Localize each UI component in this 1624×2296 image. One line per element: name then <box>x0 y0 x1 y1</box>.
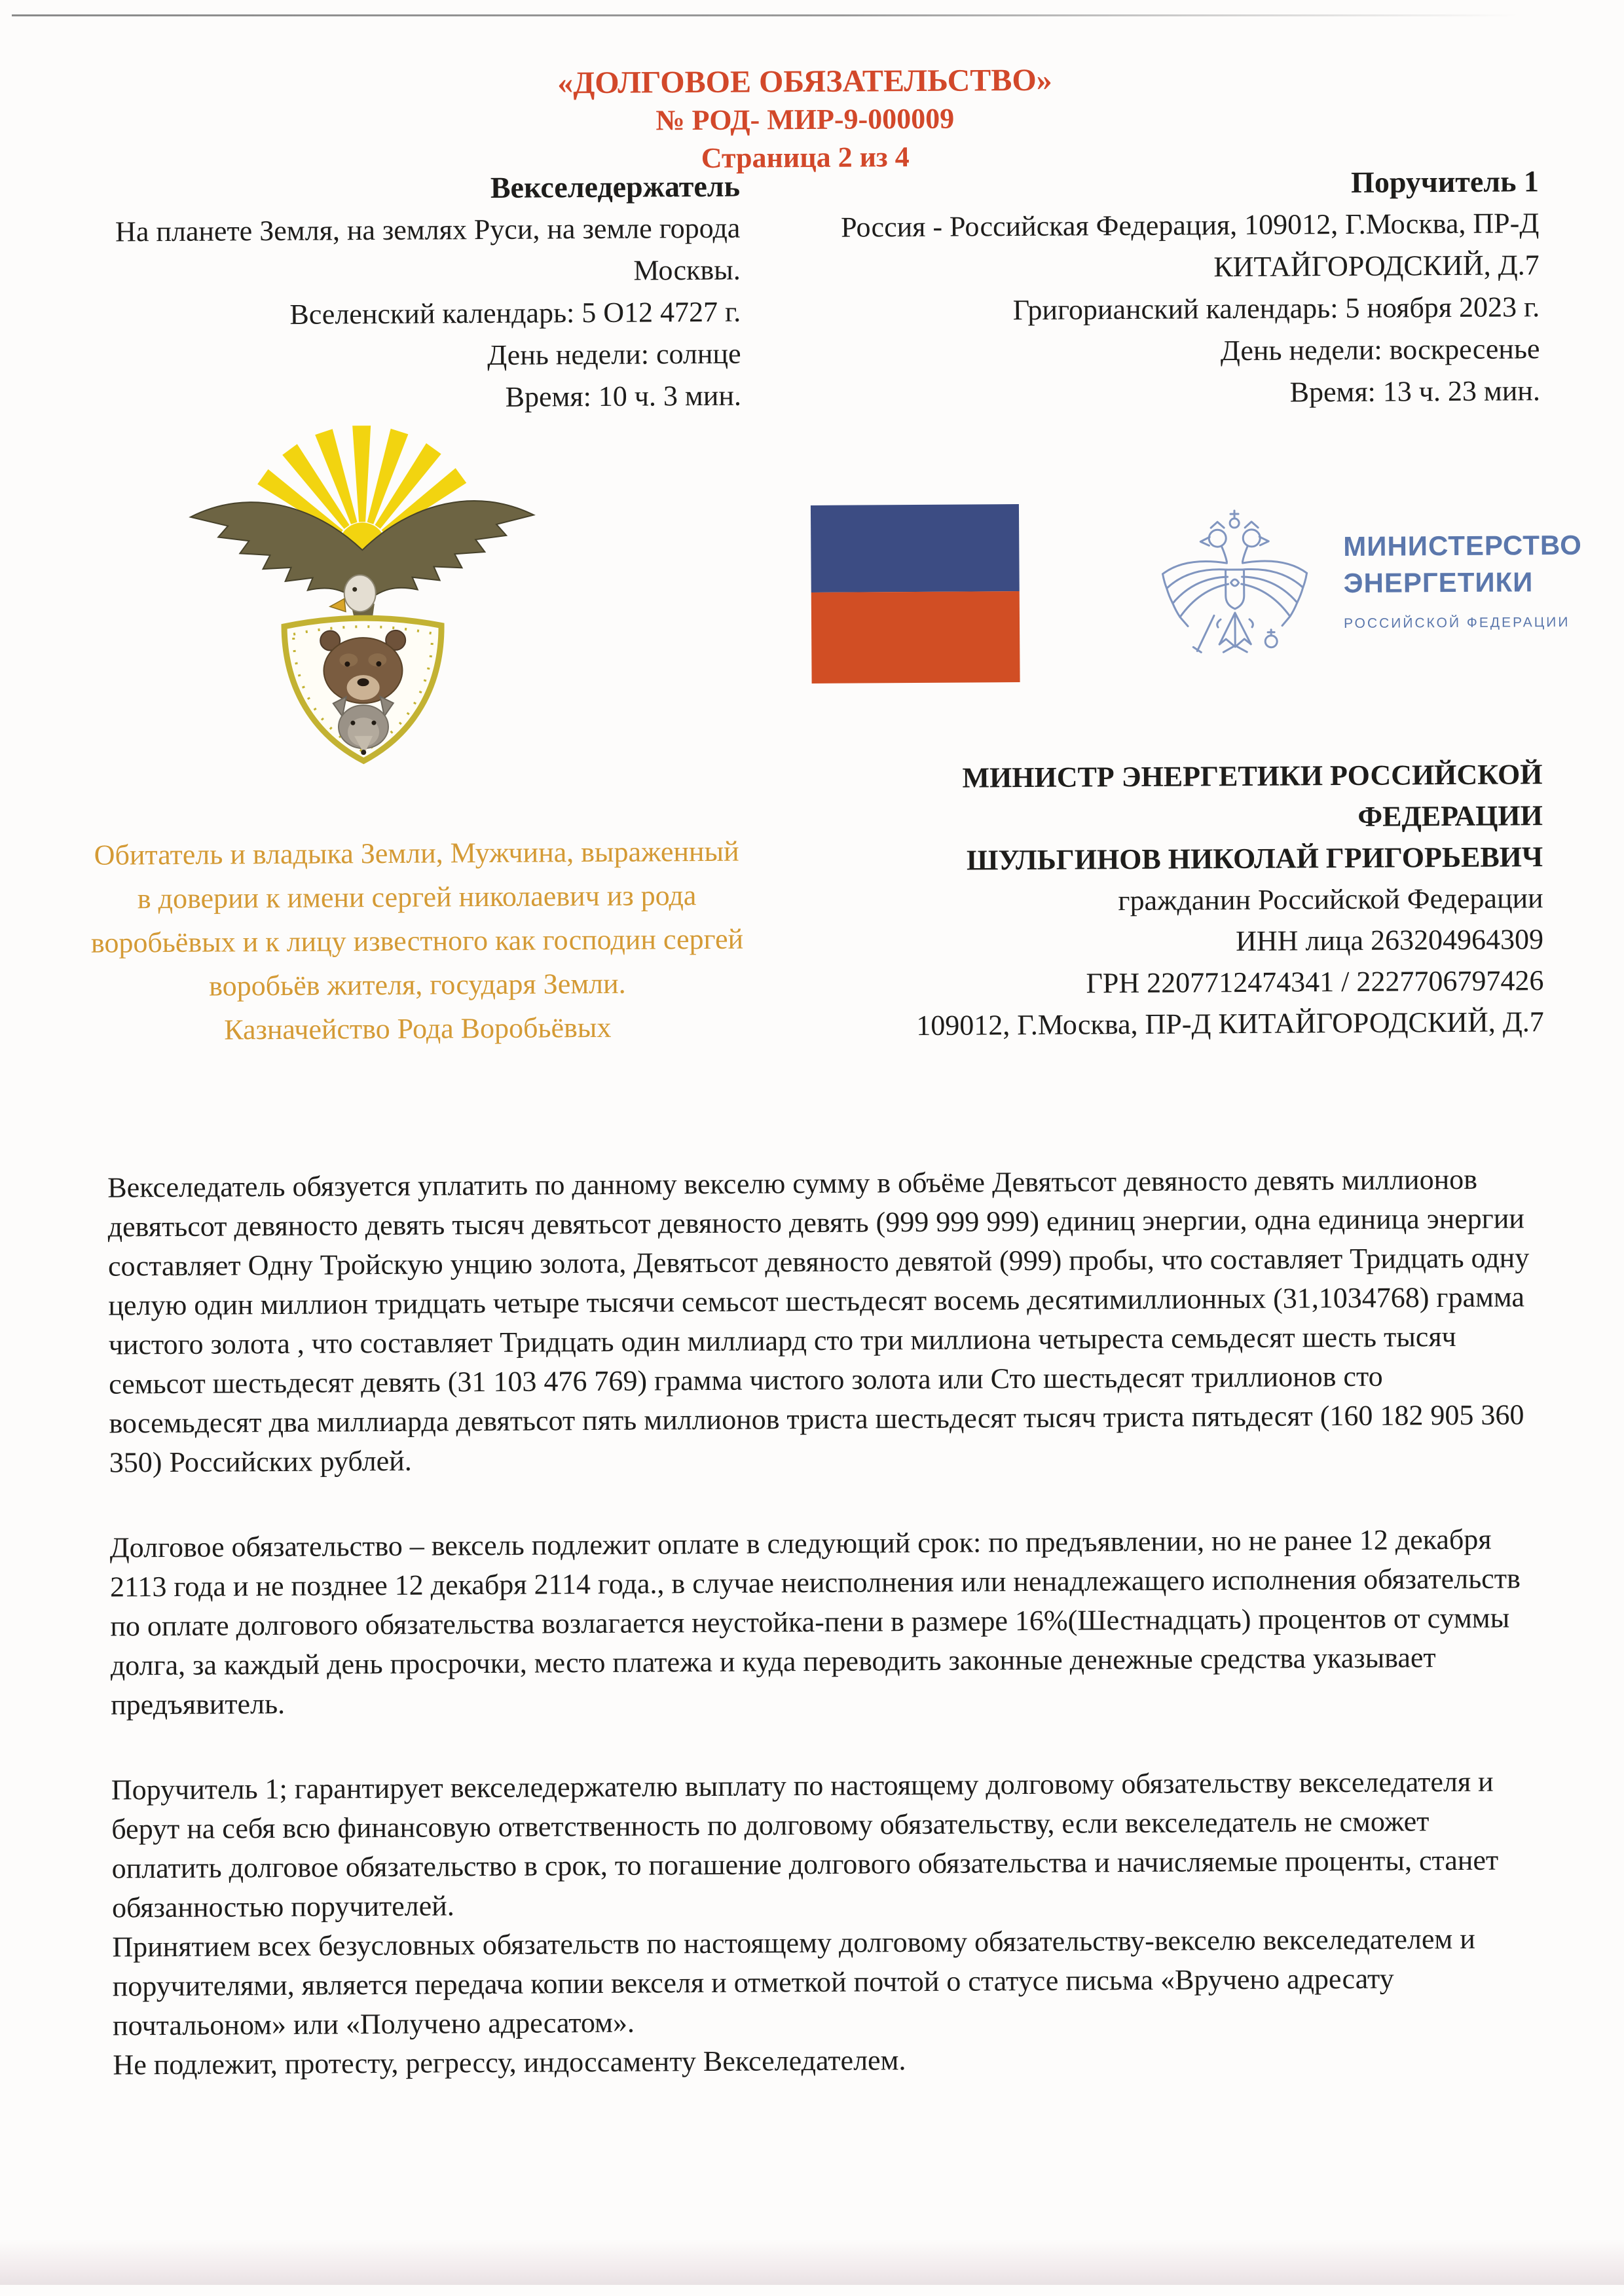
page-indicator: Страница 2 из 4 <box>701 141 910 175</box>
paragraph-no-protest: Не подлежит, протесту, регрессу, индоссаменту Векселедателем. <box>113 2044 906 2081</box>
guarantor-place: Россия - Российская Федерация, 109012, Г.Москва, ПР-Д КИТАЙГОРОДСКИЙ, Д.7 <box>840 207 1540 283</box>
minister-citizenship: гражданин Российской Федерации <box>1118 882 1543 917</box>
minister-name: ШУЛЬГИНОВ НИКОЛАЙ ГРИГОРЬЕВИЧ <box>966 841 1543 877</box>
holder-time: Время: 10 ч. 3 мин. <box>505 379 742 413</box>
guarantor-weekday: День недели: воскресенье <box>1220 333 1540 367</box>
paragraph-acceptance: Принятием всех безусловных обязательств по настоящему долговому обязательству-векселю векселедателем и поручителями, является передача копии векселя и отметкой почтой о статусе письма «Вручено адресату почтальоном» или «Получено адресатом». <box>112 1922 1475 2042</box>
holder-calendar: Вселенский календарь: 5 О12 4727 г. <box>289 295 741 331</box>
holder-weekday: День недели: солнце <box>487 337 741 372</box>
flag-blue-stripe <box>811 504 1020 592</box>
treasury-text: Обитатель и владыка Земли, Мужчина, выраженный в доверии к имени сергей николаевич из рода воробьёвых и к лицу известного как господин сергей воробьёв жителя, государя Земли. <box>90 835 744 1002</box>
bear-head-icon <box>320 630 406 704</box>
minister-title: МИНИСТР ЭНЕРГЕТИКИ РОССИЙСКОЙ ФЕДЕРАЦИИ <box>962 758 1543 833</box>
minister-address: 109012, Г.Москва, ПР-Д КИТАЙГОРОДСКИЙ, Д.7 <box>916 1006 1544 1042</box>
flag-red-stripe <box>811 591 1020 683</box>
minenergo-wordmark <box>1343 526 1619 632</box>
russia-flag-icon <box>811 504 1020 683</box>
ministry-word-2: ЭНЕРГЕТИКИ <box>1343 566 1534 599</box>
treasury-block <box>89 829 745 1053</box>
body-text <box>107 1159 1538 2085</box>
holder-heading: Векселедержатель <box>490 169 741 204</box>
document-title: «ДОЛГОВОЕ ОБЯЗАТЕЛЬСТВО» <box>557 62 1052 101</box>
treasury-footer: Казначейство Рода Воробьёвых <box>224 1011 612 1046</box>
clan-emblem-icon <box>172 406 553 775</box>
minister-block <box>783 754 1544 1047</box>
paragraph-obligation-sum: Векселедатель обязуется уплатить по данному векселю сумму в объёме Девятьсот девяносто девять миллионов девятьсот девяносто девять тысяч девятьсот девяносто девять (999 999 999) единиц энергии, одна единица энергии составляет Одну Тройскую унцию золота, Девятьсот девяносто девятой (999) пробы, что составляет Тридцать одну целую один миллион тридцать четыре тысячи семьсот шестьдесят восемь десятимиллионных (31,1034768) грамма чистого золота , что составляет Тридцать один миллиард сто три миллиона четыреста семьдесят шесть тысяч семьсот шестьдесят девять (31 103 476 769) грамма чистого золота или Сто шестьдесят триллионов сто восемьдесят два миллиарда девятьсот пять миллионов триста шестьдесят тысяч триста пятьдесят (160 182 905 360 350) Российских рублей. <box>107 1163 1530 1479</box>
scan-edge-shadow <box>0 2239 1624 2285</box>
guarantor-time: Время: 13 ч. 23 мин. <box>1289 374 1541 409</box>
paragraph-guarantor-liability: Поручитель 1; гарантирует векселедержателю выплату по настоящему долговому обязательству векселедателя и берут на себя всю финансовую ответственность по долговому обязательству, если векселедатель не сможет оплатить долговое обязательство в срок, то погашение долгового обязательства и начисляемые проценты, станет обязанностью поручителей. <box>111 1765 1499 1924</box>
minenergo-eagle-icon <box>1136 496 1334 713</box>
minister-inn: ИНН лица 263204964309 <box>1235 923 1544 958</box>
holder-place: На планете Земля, на землях Руси, на земле города Москвы. <box>115 211 741 287</box>
guarantor-block <box>779 160 1540 416</box>
document-number: № РОД- МИР-9-000009 <box>655 102 955 137</box>
minister-grn: ГРН 2207712474341 / 2227706797426 <box>1086 964 1544 1000</box>
guarantor-calendar: Григорианский календарь: 5 ноября 2023 г. <box>1012 291 1540 327</box>
holder-block <box>85 166 741 421</box>
paragraph-payment-terms: Долговое обязательство – вексель подлежит оплате в следующий срок: по предъявлении, но не ранее 12 декабря 2113 года и не позднее 12 декабря 2114 года., в случае неисполнения или ненадлежащего исполнения обязательств по оплате долгового обязательства возлагается неустойка-пени в размере 16%(Шестнадцать) процентов от суммы долга, за каждый день просрочки, место платежа и куда переводить законные денежные средства указывает предъявитель. <box>109 1523 1521 1721</box>
ministry-word-3: РОССИЙСКОЙ ФЕДЕРАЦИИ <box>1343 614 1570 632</box>
guarantor-heading: Поручитель 1 <box>1350 164 1540 199</box>
ministry-word-1: МИНИСТЕРСТВО <box>1343 529 1582 562</box>
